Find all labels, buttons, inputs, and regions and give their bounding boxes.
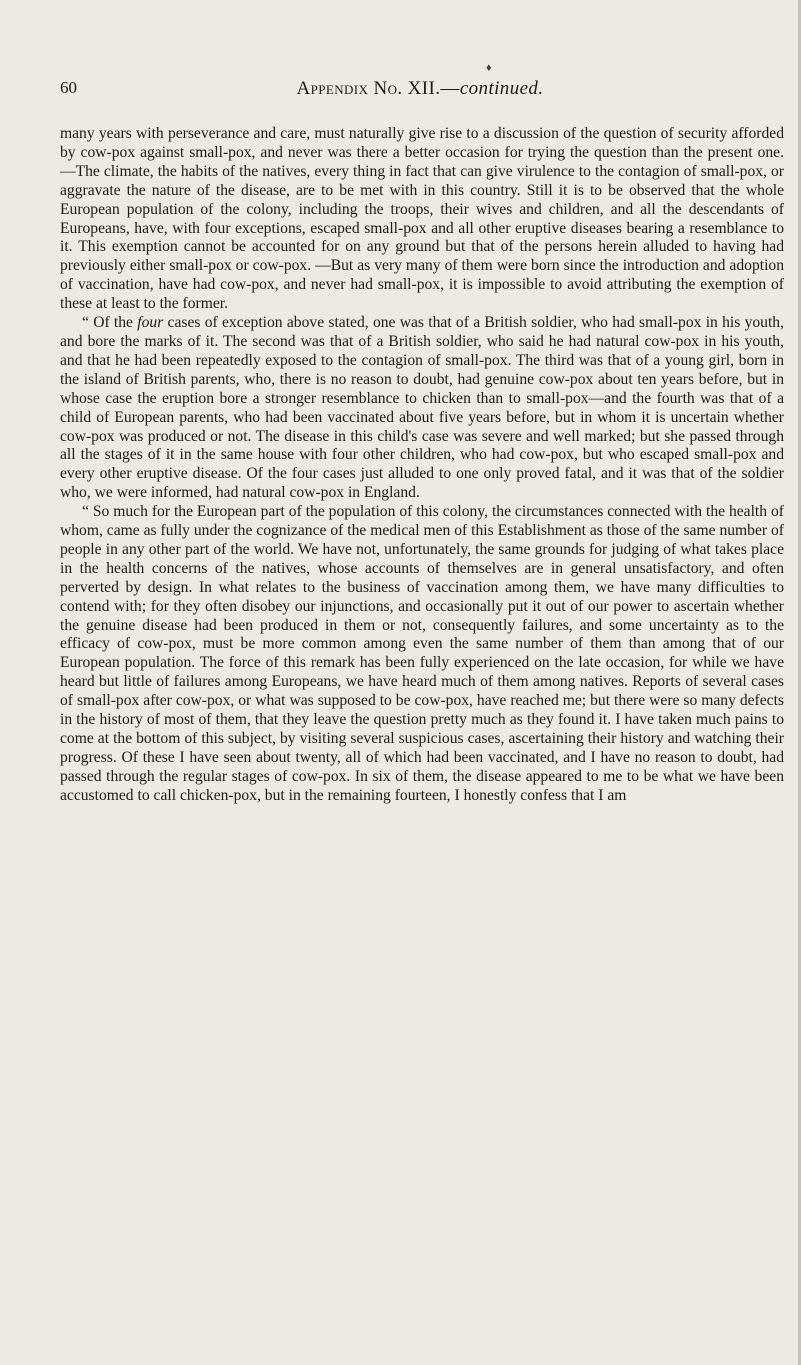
paragraph — [60, 125, 784, 314]
paragraph-text: “ So much for the European part of the population of this colony, the circumstances connected with the health of whom, came as fully under the cognizance of the medical men of this Establishment as those of the same number of people in any other part of the world. We have not, unfortunately, the same grounds for judging of what takes place in the health concerns of the natives, whose accounts of themselves are in general unsatisfactory, and often perverted by design. In what relates to the business of vaccination among them, we have many difficulties to contend with; for they often disobey our injunctions, and occasionally put it out of our power to ascertain whether the genuine disease had been produced in them or not, consequently failures, and some uncertainty as to the efficacy of cow-pox, must be more common among even the same number of them than among that of our European population. The force of this remark has been fully experienced on the late occasion, for while we have heard but little of failures among Europeans, we have heard much of them among natives. Reports of several cases of small-pox after cow-pox, or what was supposed to be cow-pox, have reached me; but there were so many defects in the history of most of them, that they leave the question pretty much as they found it. I have taken much pains to come at the bottom of this subject, by visiting several suspicious cases, ascertaining their history and watching their progress. Of these I have seen about twenty, all of which had been vaccinated, and I have no reason to doubt, had passed through the regular stages of cow-pox. In six of them, the disease appeared to me to be what we have been accustomed to call chicken-pox, but in the remaining fourteen, I honestly confess that I am — [60, 503, 784, 804]
paragraph-text-italic: four — [137, 314, 164, 332]
running-head-continued: continued. — [459, 78, 544, 99]
paragraph — [60, 503, 784, 806]
paragraph-text: cases of exception above stated, one was that of a British soldier, who had small-pox in his youth, and bore the marks of it. The second was that of a British soldier, who said he had natural cow-pox in his youth, and that he had been repeatedly exposed to the contagion of small-pox. The third was that of a young girl, born in the island of British parents, who, there is no reason to doubt, had genuine cow-pox about ten years before, but in whose case the eruption bore a stronger resemblance to chicken than to small-pox—and the fourth was that of a child of European parents, who had been vaccinated about five years before, but in whom it is uncertain whether cow-pox was produced or not. The disease in this child's case was severe and well marked; but she passed through all the stages of it in the same house with four other children, who had cow-pox, but who escaped small-pox and every other eruptive disease. Of the four cases just alluded to one only proved fatal, and it was that of the soldier who, we were informed, had natural cow-pox in England. — [60, 314, 784, 502]
paragraph-text: many years with perseverance and care, must naturally give rise to a discussion of the question of security afforded by cow-pox against small-pox, and never was there a better occasion for trying the question than the present one. —The climate, the habits of the natives, every thing in fact that can give virulence to the contagion of small-pox, or aggravate the nature of the disease, are to be met with in this country. Still it is to be observed that the whole European population of the colony, including the troops, their wives and children, and all the descendants of Europeans, have, with four exceptions, escaped small-pox and all other eruptive diseases bearing a resemblance to it. This exemption cannot be accounted for on any ground but that of the persons herein alluded to having had previously either small-pox or cow-pox. —But as very many of them were born since the introduction and adoption of vaccination, have had cow-pox, and never had small-pox, it is impossible to avoid attributing the exemption of these at least to the former. — [60, 125, 784, 313]
running-head-title: Appendix No. XII. — [296, 78, 441, 99]
paragraph-text: “ Of the — [82, 314, 138, 332]
body-text — [60, 125, 784, 806]
page-header — [60, 78, 780, 104]
running-head-dash: — — [440, 78, 460, 99]
printer-mark: ♦ — [486, 62, 492, 74]
running-head — [60, 78, 780, 100]
page-number: 60 — [60, 78, 77, 97]
paragraph — [60, 314, 784, 503]
